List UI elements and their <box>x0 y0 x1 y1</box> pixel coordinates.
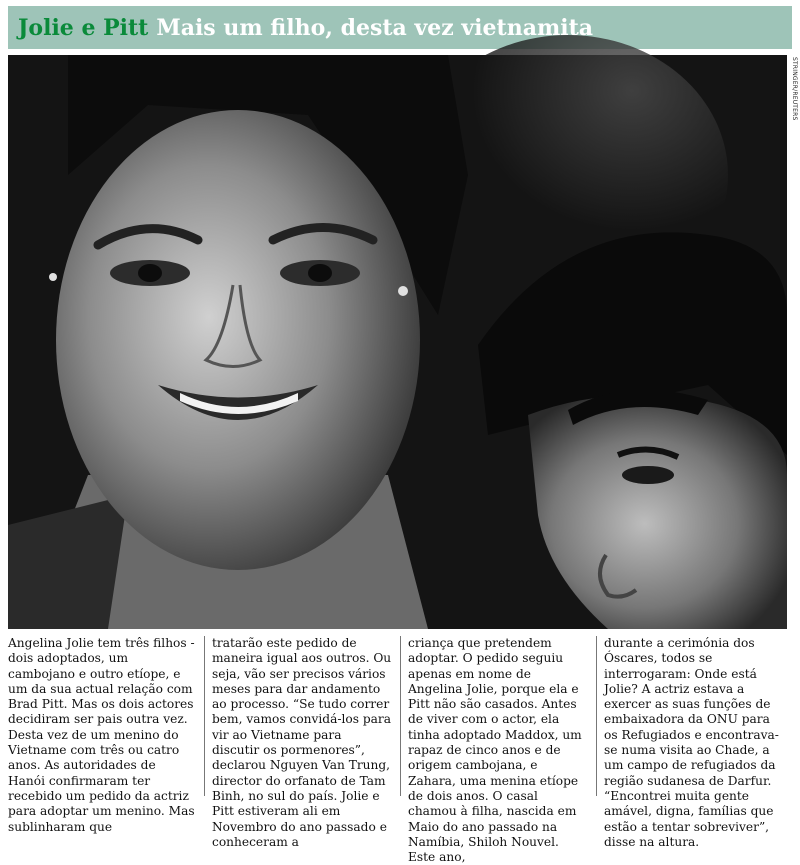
header-kicker: Jolie e Pitt <box>18 14 149 41</box>
photo-illustration <box>8 55 787 629</box>
article-header <box>8 6 792 49</box>
body-column-4: durante a cerimónia dos Óscares, todos se interrogaram: Onde está Jolie? A actriz estava a exercer as suas funções de embaixadora da ONU para os Refugiados e encontrava-se numa visita ao Chade, a um campo de refugiados da região sudanesa de Darfur. “Encontrei muita gente amável, digna, famílias que estão a tentar sobreviver”, disse na altura. <box>596 636 792 796</box>
photo-credit <box>789 55 800 215</box>
body-column-2: tratarão este pedido de maneira igual aos outros. Ou seja, vão ser precisos vários meses para dar andamento ao processo. “Se tudo correr bem, vamos convidá-los para vir ao Vietname para discutir os pormenores”, declarou Nguyen Van Trung, director do orfanato de Tam Binh, no sul do país. Jolie e Pitt estiveram ali em Novembro do ano passado e conheceram a <box>204 636 400 796</box>
article-photo <box>8 55 787 629</box>
body-column-1: Angelina Jolie tem três filhos - dois adoptados, um cambojano e outro etíope, e um da sua actual relação com Brad Pitt. Mas os dois actores decidiram ser pais outra vez. Desta vez de um menino do Vietname com três ou catro anos. As autoridades de Hanói confirmaram ter recebido um pedido da actriz para adoptar um menino. Mas sublinharam que <box>8 636 195 834</box>
article-body <box>8 636 792 865</box>
article-headline: Mais um filho, desta vez vietnamita <box>156 14 594 41</box>
photo-credit-text: STRINGER/REUTERS <box>791 57 798 121</box>
body-column-3: criança que pretendem adoptar. O pedido seguiu apenas em nome de Angelina Jolie, porque ela e Pitt não são casados. Antes de viver com o actor, ela tinha adoptado Maddox, um rapaz de cinco anos e de origem cambojana, e Zahara, uma menina etíope de dois anos. O casal chamou à filha, nascida em Maio do ano passado na Namíbia, Shiloh Nouvel. Este ano, <box>400 636 596 796</box>
